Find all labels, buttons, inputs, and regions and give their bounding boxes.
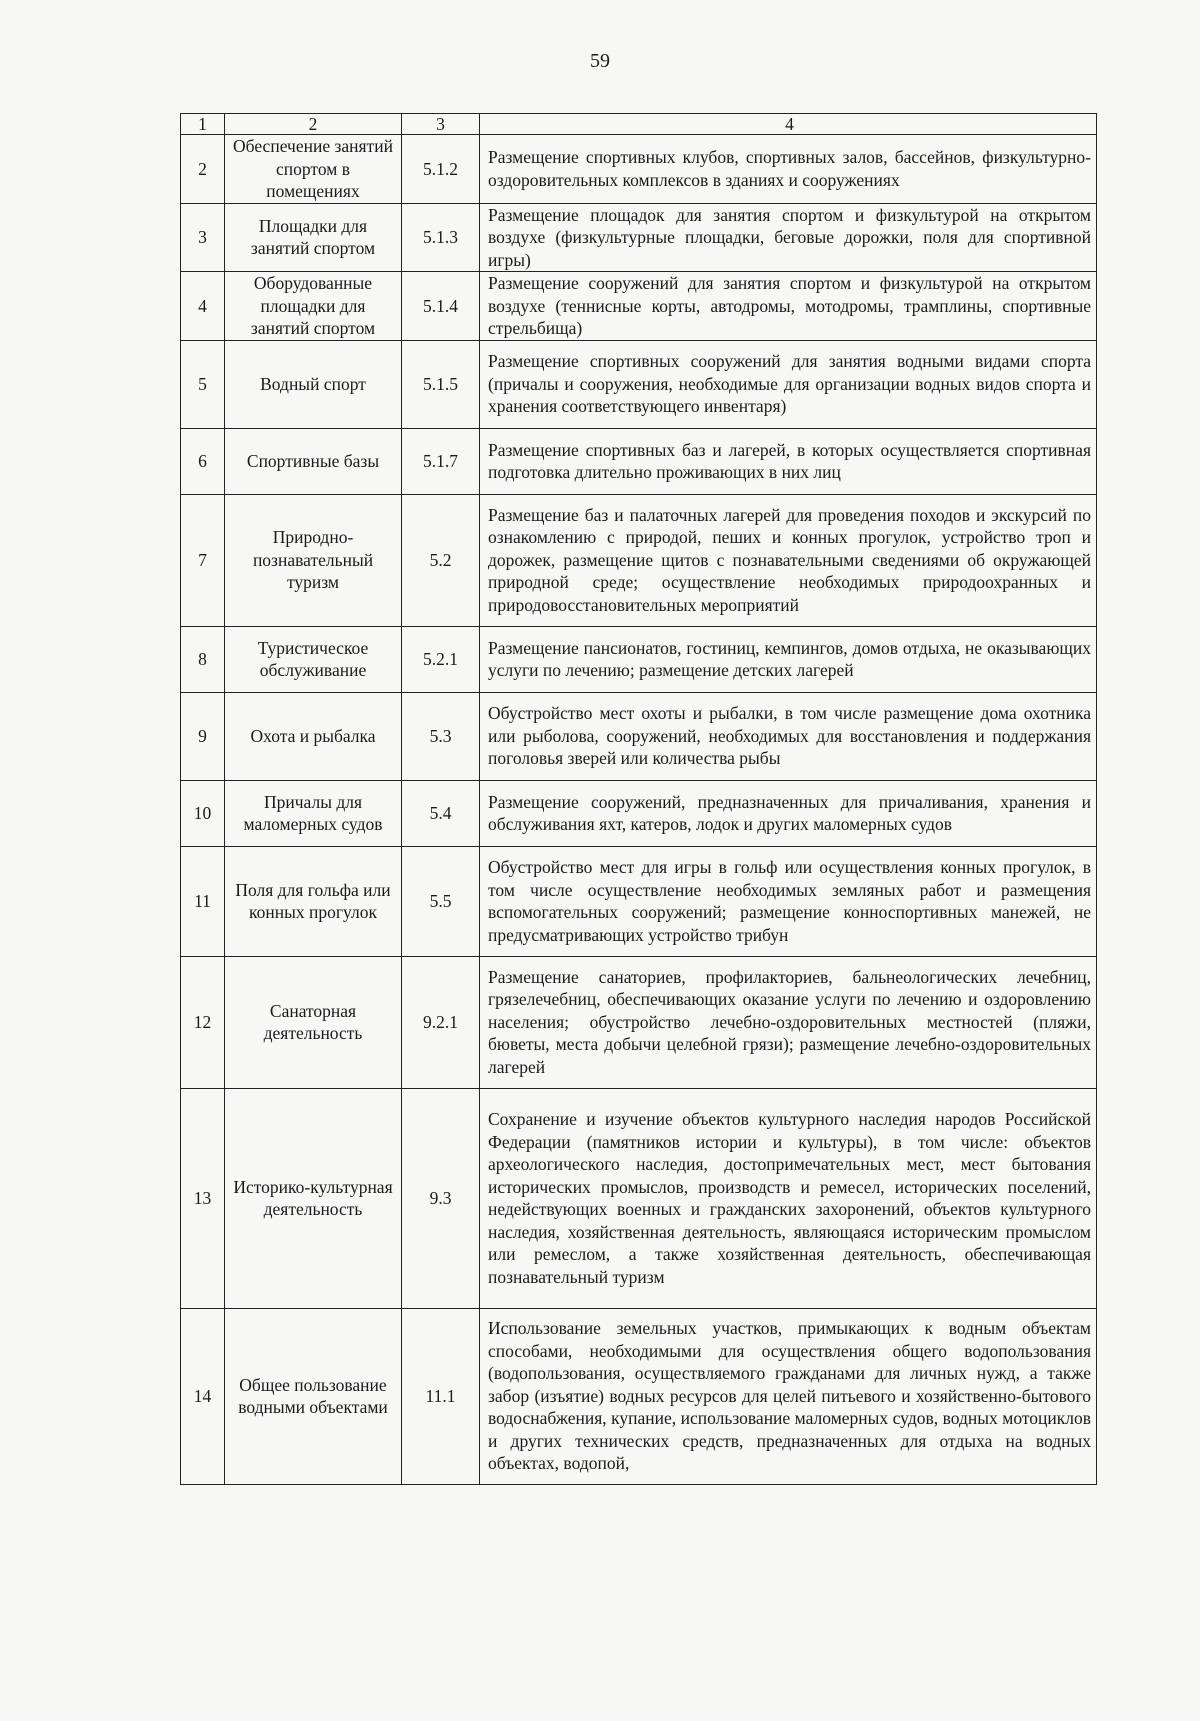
row-number-cell: 9 [181, 692, 225, 780]
header-cell-4: 4 [480, 114, 1097, 135]
classifier-code-cell: 5.4 [402, 780, 480, 846]
description-cell: Размещение баз и палаточных лагерей для проведения походов и экскурсий по ознакомлению с природой, пеших и конных прогулок, устройство троп и дорожек, размещение щитов с познавательными сведениями об окружающей природной среде; осуществление необходимых природоохранных и природовосстановительных мероприятий [480, 494, 1097, 626]
table-row [181, 272, 1097, 341]
land-use-name-cell: Спортивные базы [225, 428, 402, 494]
table-row [181, 1308, 1097, 1484]
table-row [181, 1088, 1097, 1308]
row-number-cell: 8 [181, 626, 225, 692]
description-cell: Размещение спортивных клубов, спортивных залов, бассейнов, физкультурно-оздоровительных комплексов в зданиях и сооружениях [480, 135, 1097, 204]
description-cell: Сохранение и изучение объектов культурного наследия народов Российской Федерации (памятников истории и культуры), в том числе: объектов археологического наследия, достопримечательных мест, мест бытования исторических промыслов, производств и ремесел, исторических поселений, недействующих военных и гражданских захоронений, объектов культурного наследия, хозяйственная деятельность, являющаяся историческим промыслом или ремеслом, а также хозяйственная деятельность, обеспечивающая познавательный туризм [480, 1088, 1097, 1308]
row-number-cell: 7 [181, 494, 225, 626]
row-number-cell: 10 [181, 780, 225, 846]
table-row [181, 203, 1097, 272]
table-row [181, 846, 1097, 956]
table-row [181, 135, 1097, 204]
land-use-name-cell: Обеспечение занятий спортом в помещениях [225, 135, 402, 204]
description-cell: Обустройство мест охоты и рыбалки, в том числе размещение дома охотника или рыболова, сооружений, необходимых для восстановления и поддержания поголовья зверей или количества рыбы [480, 692, 1097, 780]
classifier-code-cell: 5.1.7 [402, 428, 480, 494]
row-number-cell: 6 [181, 428, 225, 494]
land-use-name-cell: Охота и рыбалка [225, 692, 402, 780]
description-cell: Размещение спортивных баз и лагерей, в которых осуществляется спортивная подготовка длительно проживающих в них лиц [480, 428, 1097, 494]
classifier-code-cell: 5.1.5 [402, 340, 480, 428]
description-cell: Размещение пансионатов, гостиниц, кемпингов, домов отдыха, не оказывающих услуги по лечению; размещение детских лагерей [480, 626, 1097, 692]
land-use-name-cell: Историко-культурная деятельность [225, 1088, 402, 1308]
row-number-cell: 4 [181, 272, 225, 341]
header-cell-3: 3 [402, 114, 480, 135]
header-cell-2: 2 [225, 114, 402, 135]
land-use-table [180, 113, 1097, 1485]
classifier-code-cell: 5.5 [402, 846, 480, 956]
land-use-name-cell: Водный спорт [225, 340, 402, 428]
header-cell-1: 1 [181, 114, 225, 135]
classifier-code-cell: 5.2.1 [402, 626, 480, 692]
land-use-name-cell: Санаторная деятельность [225, 956, 402, 1088]
classifier-code-cell: 11.1 [402, 1308, 480, 1484]
row-number-cell: 11 [181, 846, 225, 956]
classifier-code-cell: 5.1.3 [402, 203, 480, 272]
description-cell: Размещение сооружений, предназначенных для причаливания, хранения и обслуживания яхт, катеров, лодок и других маломерных судов [480, 780, 1097, 846]
land-use-name-cell: Оборудованные площадки для занятий спортом [225, 272, 402, 341]
classifier-code-cell: 5.2 [402, 494, 480, 626]
land-use-name-cell: Причалы для маломерных судов [225, 780, 402, 846]
table-row [181, 340, 1097, 428]
table-header-row [181, 114, 1097, 135]
description-cell: Размещение сооружений для занятия спортом и физкультурой на открытом воздухе (теннисные корты, автодромы, мотодромы, трамплины, спортивные стрельбища) [480, 272, 1097, 341]
description-cell: Размещение спортивных сооружений для занятия водными видами спорта (причалы и сооружения, необходимые для организации водных видов спорта и хранения соответствующего инвентаря) [480, 340, 1097, 428]
table-row [181, 428, 1097, 494]
table-row [181, 494, 1097, 626]
classifier-code-cell: 5.1.2 [402, 135, 480, 204]
row-number-cell: 5 [181, 340, 225, 428]
land-use-name-cell: Общее пользование водными объектами [225, 1308, 402, 1484]
row-number-cell: 13 [181, 1088, 225, 1308]
table-row [181, 780, 1097, 846]
classifier-code-cell: 5.3 [402, 692, 480, 780]
land-use-name-cell: Поля для гольфа или конных прогулок [225, 846, 402, 956]
table-row [181, 692, 1097, 780]
description-cell: Использование земельных участков, примыкающих к водным объектам способами, необходимыми для осуществления общего водопользования (водопользования, осуществляемого гражданами для личных нужд, а также забор (изъятие) водных ресурсов для целей питьевого и хозяйственно-бытового водоснабжения, купание, использование маломерных судов, водных мотоциклов и других технических средств, предназначенных для отдыха на водных объектах, водопой, [480, 1308, 1097, 1484]
table-row [181, 626, 1097, 692]
description-cell: Обустройство мест для игры в гольф или осуществления конных прогулок, в том числе осуществление необходимых земляных работ и размещения вспомогательных сооружений; размещение конноспортивных манежей, не предусматривающих устройство трибун [480, 846, 1097, 956]
page-number: 59 [590, 50, 610, 72]
classifier-code-cell: 5.1.4 [402, 272, 480, 341]
land-use-name-cell: Площадки для занятий спортом [225, 203, 402, 272]
description-cell: Размещение площадок для занятия спортом и физкультурой на открытом воздухе (физкультурные площадки, беговые дорожки, поля для спортивной игры) [480, 203, 1097, 272]
row-number-cell: 2 [181, 135, 225, 204]
land-use-name-cell: Природно-познавательный туризм [225, 494, 402, 626]
table-row [181, 956, 1097, 1088]
land-use-name-cell: Туристическое обслуживание [225, 626, 402, 692]
classifier-code-cell: 9.2.1 [402, 956, 480, 1088]
classifier-code-cell: 9.3 [402, 1088, 480, 1308]
description-cell: Размещение санаториев, профилакториев, бальнеологических лечебниц, грязелечебниц, обеспечивающих оказание услуги по лечению и оздоровлению населения; обустройство лечебно-оздоровительных местностей (пляжи, бюветы, места добычи целебной грязи); размещение лечебно-оздоровительных лагерей [480, 956, 1097, 1088]
row-number-cell: 3 [181, 203, 225, 272]
row-number-cell: 12 [181, 956, 225, 1088]
row-number-cell: 14 [181, 1308, 225, 1484]
